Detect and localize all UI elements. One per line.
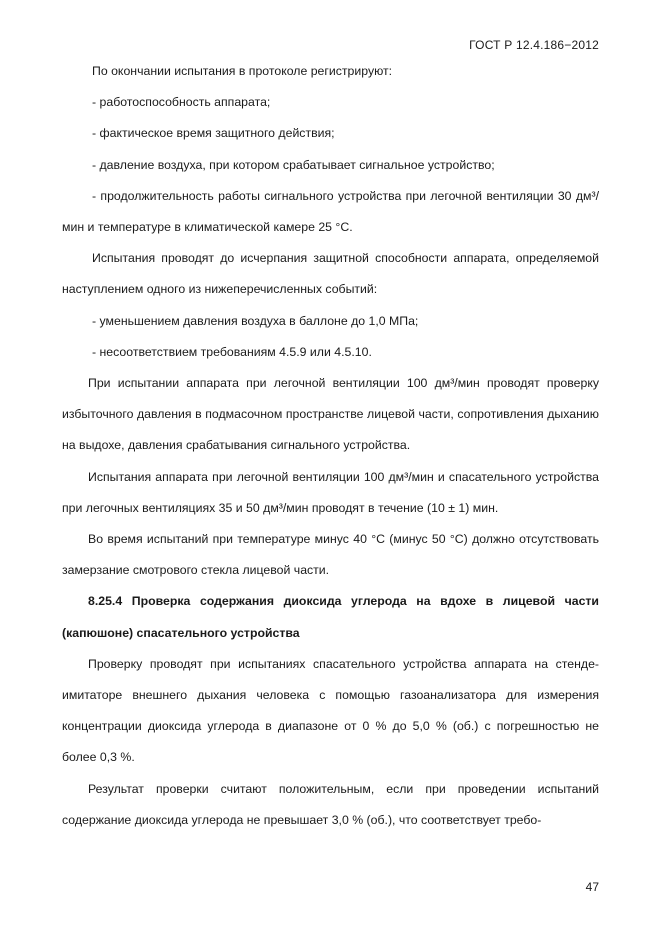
paragraph-co2-test-method: Проверку проводят при испытаниях спасательного устройства аппарата на стенде-имитаторе внешнего дыхания человека с помощью газоанализатора для измерения концентрации диоксида углерода в диапазоне от 0 % до 5,0 % (об.) с погрешностью не более 0,3 %. bbox=[62, 656, 599, 765]
section-heading-8-25-4: 8.25.4 Проверка содержания диоксида углерода на вдохе в лицевой части (капюшоне) спасательного устройства bbox=[62, 594, 599, 640]
paragraph-freezing-check: Во время испытаний при температуре минус 40 °С (минус 50 °С) должно отсутствовать замерзание смотрового стекла лицевой части. bbox=[62, 532, 599, 578]
document-body bbox=[62, 56, 599, 836]
list-item-signal-pressure: - давление воздуха, при котором срабатывает сигнальное устройство; bbox=[92, 157, 495, 172]
document-code-header: ГОСТ Р 12.4.186−2012 bbox=[469, 38, 599, 52]
paragraph-100-ventilation-check: При испытании аппарата при легочной вентиляции 100 дм³/мин проводят проверку избыточного давления в подмасочном пространстве лицевой части, сопротивления дыханию на выдохе, давления срабатывания сигнального устройства. bbox=[62, 376, 599, 453]
list-item-nonconformity: - несоответствием требованиям 4.5.9 или 4.5.10. bbox=[92, 344, 372, 359]
page-number: 47 bbox=[585, 880, 599, 894]
paragraph-protocol-intro: По окончании испытания в протоколе регистрируют: bbox=[92, 64, 393, 78]
paragraph-test-duration: Испытания аппарата при легочной вентиляции 100 дм³/мин и спасательного устройства при легочных вентиляциях 35 и 50 дм³/мин проводят в течение (10 ± 1) мин. bbox=[62, 469, 599, 515]
list-item-protection-time: - фактическое время защитного действия; bbox=[92, 126, 335, 141]
paragraph-test-end-conditions: Испытания проводят до исчерпания защитной способности аппарата, определяемой наступлением одного из нижеперечисленных событий: bbox=[62, 251, 599, 297]
list-item-signal-duration: - продолжительность работы сигнального устройства при легочной вентиляции 30 дм³/мин и температуре в климатической камере 25 °С. bbox=[62, 188, 599, 235]
paragraph-co2-result: Результат проверки считают положительным, если при проведении испытаний содержание диоксида углерода не превышает 3,0 % (об.), что соответствует требо- bbox=[62, 781, 599, 827]
list-item-pressure-drop: - уменьшением давления воздуха в баллоне до 1,0 МПа; bbox=[92, 313, 419, 328]
list-item-operability: - работоспособность аппарата; bbox=[92, 95, 271, 110]
